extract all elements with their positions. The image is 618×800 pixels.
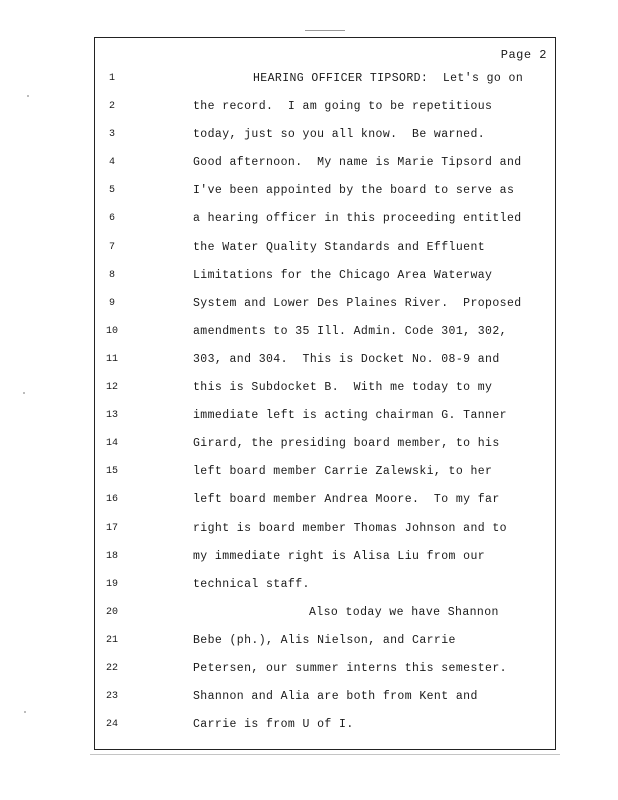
transcript-line: Good afternoon. My name is Marie Tipsord and [193,156,522,170]
line-number: 11 [105,353,118,365]
line-number: 21 [105,634,118,646]
transcript-line: the Water Quality Standards and Effluent [193,240,486,254]
line-number-column [95,72,129,746]
scan-speck [24,711,26,713]
line-number: 5 [108,185,115,197]
transcript-line: right is board member Thomas Johnson and to [193,521,507,535]
transcript-line: I've been appointed by the board to serve as [193,184,515,198]
transcript-line: HEARING OFFICER TIPSORD: Let's go on [253,72,524,85]
transcript-line: Girard, the presiding board member, to his [193,437,500,451]
line-number: 14 [105,438,118,450]
line-number: 24 [105,719,118,731]
transcript-line: Limitations for the Chicago Area Waterway [193,268,493,282]
line-number: 16 [105,494,118,506]
line-number: 1 [108,73,115,84]
transcript-line: Petersen, our summer interns this semester. [193,661,507,675]
scan-artifact-bottom [90,754,560,755]
transcript-line: my immediate right is Alisa Liu from our [193,549,486,563]
line-number: 13 [105,410,118,422]
line-number: 6 [108,213,115,225]
transcript-line: 303, and 304. This is Docket No. 08-9 and [193,352,500,366]
transcript-line: Shannon and Alia are both from Kent and [193,690,478,704]
page-number-label: Page 2 [500,48,547,62]
line-number: 2 [108,101,115,113]
transcript-line: System and Lower Des Plaines River. Proposed [193,296,522,310]
line-number: 4 [108,157,115,169]
line-number: 12 [105,382,118,394]
line-number: 10 [105,325,118,337]
line-number: 19 [105,578,118,590]
line-number: 23 [105,691,118,703]
transcript-line: technical staff. [193,577,310,591]
transcript-line: left board member Andrea Moore. To my far [193,493,500,507]
scan-artifact-top [305,30,345,31]
line-number: 8 [108,269,115,281]
transcript-line: today, just so you all know. Be warned. [193,128,486,142]
transcript-line: amendments to 35 Ill. Admin. Code 301, 302, [193,324,507,338]
scan-speck [23,392,25,394]
line-number: 22 [105,662,118,674]
line-number: 17 [105,522,118,534]
transcript-line: left board member Carrie Zalewski, to her [193,465,493,479]
line-number: 15 [105,466,118,478]
transcript-body [193,72,555,746]
line-number: 9 [108,297,115,309]
transcript-page-frame [94,37,556,750]
transcript-line: the record. I am going to be repetitious [193,100,493,114]
scan-speck [27,95,29,97]
line-number: 7 [108,241,115,253]
transcript-line: Carrie is from U of I. [193,718,354,732]
line-number: 18 [105,550,118,562]
transcript-line: immediate left is acting chairman G. Tanner [193,409,507,423]
transcript-line: a hearing officer in this proceeding entitled [193,212,522,226]
line-number: 20 [105,606,118,618]
transcript-line: this is Subdocket B. With me today to my [193,381,493,395]
transcript-line: Bebe (ph.), Alis Nielson, and Carrie [193,633,456,647]
transcript-line: Also today we have Shannon [309,605,499,619]
line-number: 3 [108,129,115,141]
